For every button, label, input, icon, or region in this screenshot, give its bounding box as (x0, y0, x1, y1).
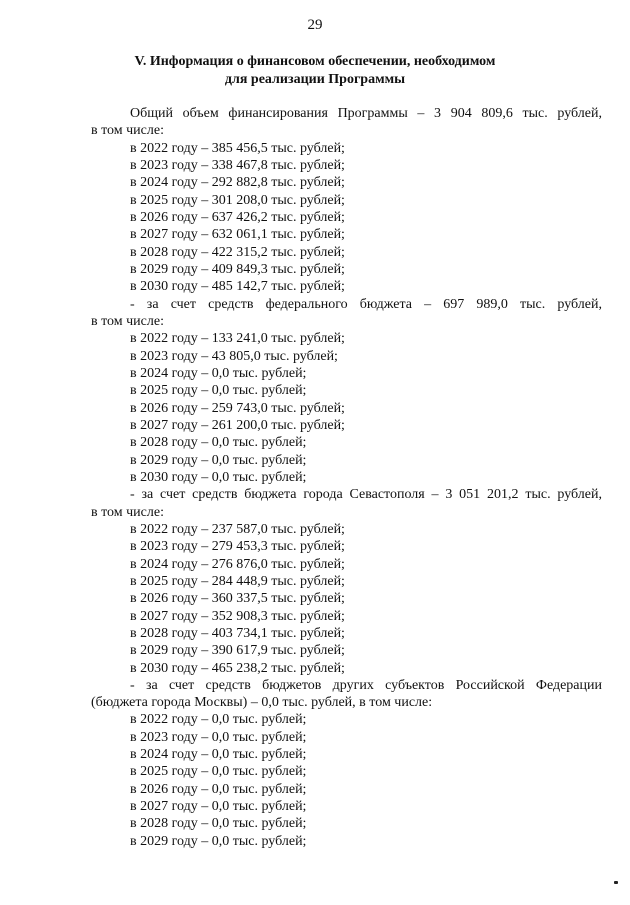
total-year-item: в 2024 году – 292 882,8 тыс. рублей; (130, 175, 345, 191)
sevastopol-continuation: в том числе: (91, 504, 164, 520)
other-year-item: в 2027 году – 0,0 тыс. рублей; (130, 799, 307, 815)
other-year-item: в 2024 году – 0,0 тыс. рублей; (130, 747, 307, 763)
other-year-item: в 2029 году – 0,0 тыс. рублей; (130, 833, 307, 849)
total-year-item: в 2030 году – 485 142,7 тыс. рублей; (130, 279, 345, 295)
total-year-item: в 2022 году – 385 456,5 тыс. рублей; (130, 140, 345, 156)
other-year-item: в 2022 году – 0,0 тыс. рублей; (130, 712, 307, 728)
federal-year-item: в 2030 году – 0,0 тыс. рублей; (130, 469, 307, 485)
other-year-item: в 2025 году – 0,0 тыс. рублей; (130, 764, 307, 780)
federal-year-item: в 2024 году – 0,0 тыс. рублей; (130, 365, 307, 381)
financing-text (91, 105, 602, 850)
federal-year-item: в 2026 году – 259 743,0 тыс. рублей; (130, 400, 345, 416)
total-year-item: в 2028 году – 422 315,2 тыс. рублей; (130, 244, 345, 260)
federal-year-item: в 2029 году – 0,0 тыс. рублей; (130, 452, 307, 468)
section-heading (0, 53, 630, 89)
federal-year-item: в 2028 году – 0,0 тыс. рублей; (130, 435, 307, 451)
total-continuation: в том числе: (91, 123, 164, 139)
total-year-item: в 2027 году – 632 061,1 тыс. рублей; (130, 227, 345, 243)
total-year-item: в 2025 году – 301 208,0 тыс. рублей; (130, 192, 345, 208)
other-paragraph: - за счет средств бюджетов других субъектов Российской Федерации (130, 677, 602, 693)
sevastopol-year-item: в 2028 году – 403 734,1 тыс. рублей; (130, 625, 345, 641)
federal-continuation: в том числе: (91, 313, 164, 329)
heading-line-2: для реализации Программы (224, 72, 406, 87)
federal-year-item: в 2023 году – 43 805,0 тыс. рублей; (130, 348, 338, 364)
other-continuation: (бюджета города Москвы) – 0,0 тыс. рублей, в том числе: (91, 695, 433, 711)
total-paragraph: Общий объем финансирования Программы – 3 904 809,6 тыс. рублей, (130, 106, 602, 121)
federal-paragraph: - за счет средств федерального бюджета – 697 989,0 тыс. рублей, (130, 296, 602, 312)
total-year-item: в 2026 году – 637 426,2 тыс. рублей; (130, 209, 345, 225)
sevastopol-year-item: в 2024 году – 276 876,0 тыс. рублей; (130, 556, 345, 572)
page-number: 29 (307, 17, 323, 33)
heading-line-1: V. Информация о финансовом обеспечении, необходимом (134, 54, 496, 69)
sevastopol-paragraph: - за счет средств бюджета города Севастополя – 3 051 201,2 тыс. рублей, (130, 487, 602, 503)
other-year-item: в 2026 году – 0,0 тыс. рублей; (130, 781, 307, 797)
sevastopol-year-item: в 2030 году – 465 238,2 тыс. рублей; (130, 660, 345, 676)
total-year-item: в 2029 году – 409 849,3 тыс. рублей; (130, 261, 345, 277)
federal-year-item: в 2025 году – 0,0 тыс. рублей; (130, 383, 307, 399)
sevastopol-year-item: в 2023 году – 279 453,3 тыс. рублей; (130, 539, 345, 555)
federal-year-item: в 2022 году – 133 241,0 тыс. рублей; (130, 331, 345, 347)
total-year-item: в 2023 году – 338 467,8 тыс. рублей; (130, 157, 345, 173)
sevastopol-year-item: в 2025 году – 284 448,9 тыс. рублей; (130, 573, 345, 589)
sevastopol-year-item: в 2029 году – 390 617,9 тыс. рублей; (130, 643, 345, 659)
scan-mark (614, 881, 618, 884)
sevastopol-year-item: в 2022 году – 237 587,0 тыс. рублей; (130, 521, 345, 537)
other-year-item: в 2028 году – 0,0 тыс. рублей; (130, 816, 307, 832)
other-year-item: в 2023 году – 0,0 тыс. рублей; (130, 729, 307, 745)
federal-year-item: в 2027 году – 261 200,0 тыс. рублей; (130, 417, 345, 433)
sevastopol-year-item: в 2027 году – 352 908,3 тыс. рублей; (130, 608, 345, 624)
sevastopol-year-item: в 2026 году – 360 337,5 тыс. рублей; (130, 591, 345, 607)
